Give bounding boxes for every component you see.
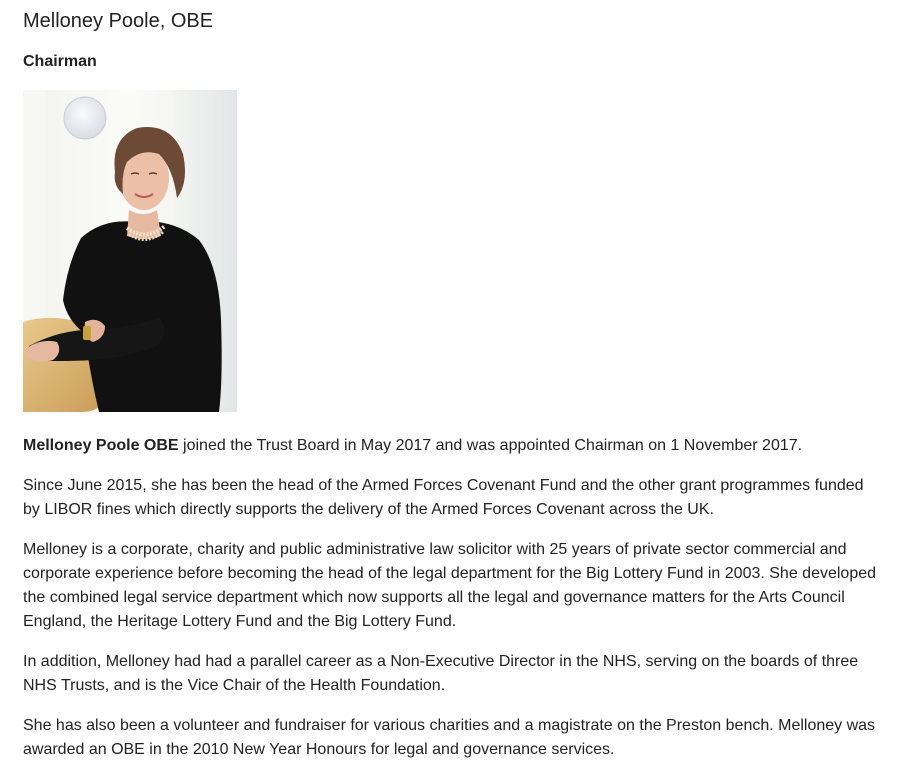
profile-name: Melloney Poole, OBE bbox=[23, 10, 214, 32]
portrait-photo bbox=[23, 90, 237, 412]
bio-name-bold: Melloney Poole OBE bbox=[23, 437, 179, 454]
biography bbox=[23, 434, 883, 778]
bio-paragraph-4: In addition, Melloney had had a parallel career as a Non-Executive Director in the NHS, serving on the boards of three NHS Trusts, and is the Vice Chair of the Health Foundation. bbox=[23, 653, 859, 694]
bio-paragraph-2: Since June 2015, she has been the head of the Armed Forces Covenant Fund and the other grant programmes funded by LIBOR fines which directly supports the delivery of the Armed Forces Covenant across the UK. bbox=[23, 477, 864, 518]
profile-role: Chairman bbox=[23, 53, 97, 70]
bio-paragraph-5: She has also been a volunteer and fundraiser for various charities and a magistrate on the Preston bench. Melloney was awarded an OBE in the 2010 New Year Honours for legal and governance services. bbox=[23, 717, 876, 758]
bio-paragraph-1-text: joined the Trust Board in May 2017 and was appointed Chairman on 1 November 2017. bbox=[178, 437, 803, 454]
bio-paragraph-3: Melloney is a corporate, charity and public administrative law solicitor with 25 years of private sector commercial and corporate experience before becoming the head of the legal department for the Big Lottery Fund in 2003. She developed the combined legal service department which now supports all the legal and governance matters for the Arts Council England, the Heritage Lottery Fund and the Big Lottery Fund. bbox=[23, 541, 877, 630]
bio-paragraph-1 bbox=[23, 434, 883, 458]
